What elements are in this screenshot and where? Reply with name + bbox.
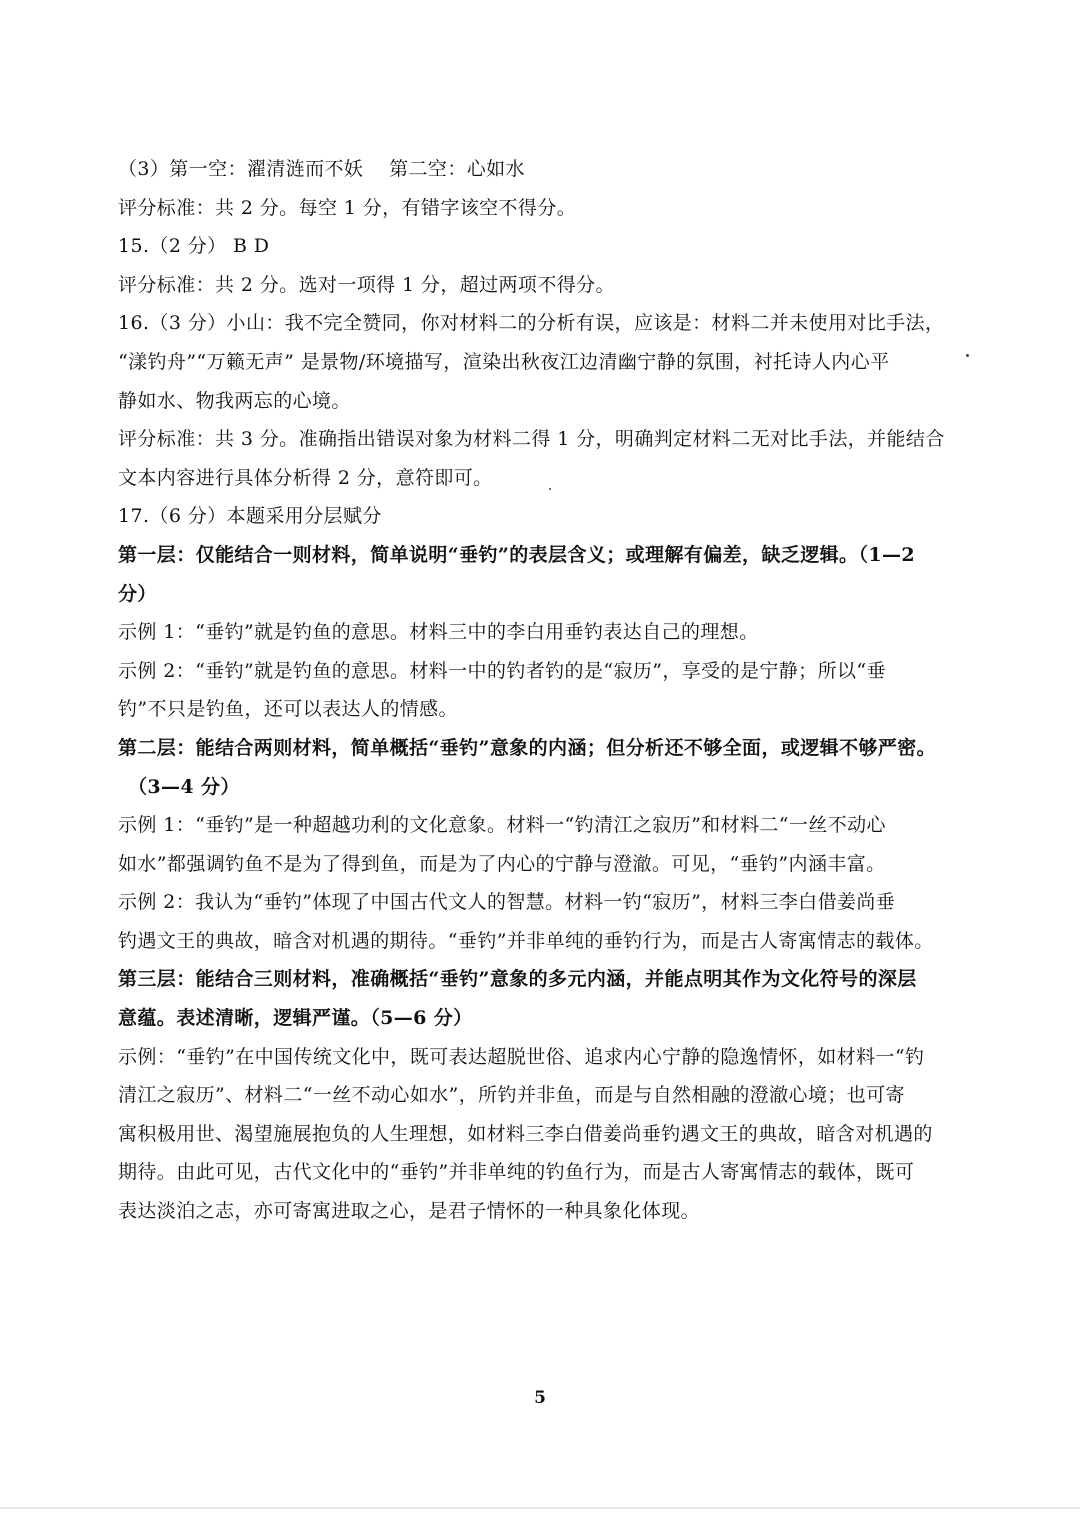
q17-level-3-line-2: 意蕴。表述清晰，逻辑严谨。（5—6 分） xyxy=(118,1007,473,1030)
q17-level-2-line-1: 第二层：能结合两则材料，简单概括“垂钓”意象的内涵；但分析还不够全面，或逻辑不够严密。 xyxy=(118,736,937,759)
q16-answer-line-3: 静如水、物我两忘的心境。 xyxy=(118,389,351,412)
q17-level-3-line-1: 第三层：能结合三则材料，准确概括“垂钓”意象的多元内涵，并能点明其作为文化符号的深层 xyxy=(118,968,917,991)
q15-scoring: 评分标准：共 2 分。选对一项得 1 分，超过两项不得分。 xyxy=(118,273,615,296)
q17-level-1-example-2-line-2: 钓”不只是钓鱼，还可以表达人的情感。 xyxy=(118,698,458,721)
q17-level-1-line-2: 分） xyxy=(118,582,157,605)
q17-level-3-example-line-2: 清江之寂历”、材料二“一丝不动心如水”，所钓并非鱼，而是与自然相融的澄澈心境；也可寄 xyxy=(118,1084,905,1107)
q17-level-2-example-2-line-1: 示例 2：我认为“垂钓”体现了中国古代文人的智慧。材料一钓“寂历”，材料三李白借姜尚垂 xyxy=(118,891,896,914)
scan-speck xyxy=(966,354,969,357)
q17-level-2-example-2-line-2: 钓遇文王的典故，暗含对机遇的期待。“垂钓”并非单纯的垂钓行为，而是古人寄寓情志的载体。 xyxy=(118,929,934,952)
q14-3-scoring: 评分标准：共 2 分。每空 1 分，有错字该空不得分。 xyxy=(118,196,577,219)
answer-key-body xyxy=(118,150,964,1231)
q14-3-answer: （3）第一空：濯清涟而不妖 第二空：心如水 xyxy=(118,158,525,180)
q17-level-2-example-1-line-1: 示例 1：“垂钓”是一种超越功利的文化意象。材料一“钓清江之寂历”和材料二“一丝不动心 xyxy=(118,814,886,837)
q17-level-2-example-1-line-2: 如水”都强调钓鱼不是为了得到鱼，而是为了内心的宁静与澄澈。可见，“垂钓”内涵丰富。 xyxy=(118,852,886,875)
q17-level-1-example-1: 示例 1：“垂钓”就是钓鱼的意思。材料三中的李白用垂钓表达自己的理想。 xyxy=(118,621,759,644)
q16-scoring-line-2: 文本内容进行具体分析得 2 分，意符即可。 xyxy=(118,466,493,489)
q15-answer: 15.（2 分） B D xyxy=(118,235,270,258)
q17-level-1-line-1: 第一层：仅能结合一则材料，简单说明“垂钓”的表层含义；或理解有偏差，缺乏逻辑。（1—2 xyxy=(118,543,915,566)
q17-heading: 17.（6 分）本题采用分层赋分 xyxy=(118,505,382,528)
q17-level-2-line-2: （3—4 分） xyxy=(128,775,240,798)
q16-answer-line-2: “漾钓舟”“万籁无声” 是景物/环境描写，渲染出秋夜江边清幽宁静的氛围，衬托诗人内心平 xyxy=(118,350,890,373)
q17-level-3-example-line-5: 表达淡泊之志，亦可寄寓进取之心，是君子情怀的一种具象化体现。 xyxy=(118,1200,701,1223)
q16-answer-line-1: 16.（3 分）小山：我不完全赞同，你对材料二的分析有误，应该是：材料二并未使用对比手法， xyxy=(118,312,945,335)
q16-scoring-line-1: 评分标准：共 3 分。准确指出错误对象为材料二得 1 分，明确判定材料二无对比手法，并能结合 xyxy=(118,428,945,451)
page-bottom-edge xyxy=(0,1507,1080,1509)
scan-speck xyxy=(549,488,551,490)
q17-level-1-example-2-line-1: 示例 2：“垂钓”就是钓鱼的意思。材料一中的钓者钓的是“寂历”，享受的是宁静；所以“垂 xyxy=(118,659,886,682)
q17-level-3-example-line-3: 寓积极用世、渴望施展抱负的人生理想，如材料三李白借姜尚垂钓遇文王的典故，暗含对机遇的 xyxy=(118,1122,933,1145)
q17-level-3-example-line-1: 示例：“垂钓”在中国传统文化中，既可表达超脱世俗、追求内心宁静的隐逸情怀，如材料一“钓 xyxy=(118,1045,925,1068)
q17-level-3-example-line-4: 期待。由此可见，古代文化中的“垂钓”并非单纯的钓鱼行为，而是古人寄寓情志的载体，既可 xyxy=(118,1161,915,1184)
page-number: 5 xyxy=(534,1388,546,1408)
